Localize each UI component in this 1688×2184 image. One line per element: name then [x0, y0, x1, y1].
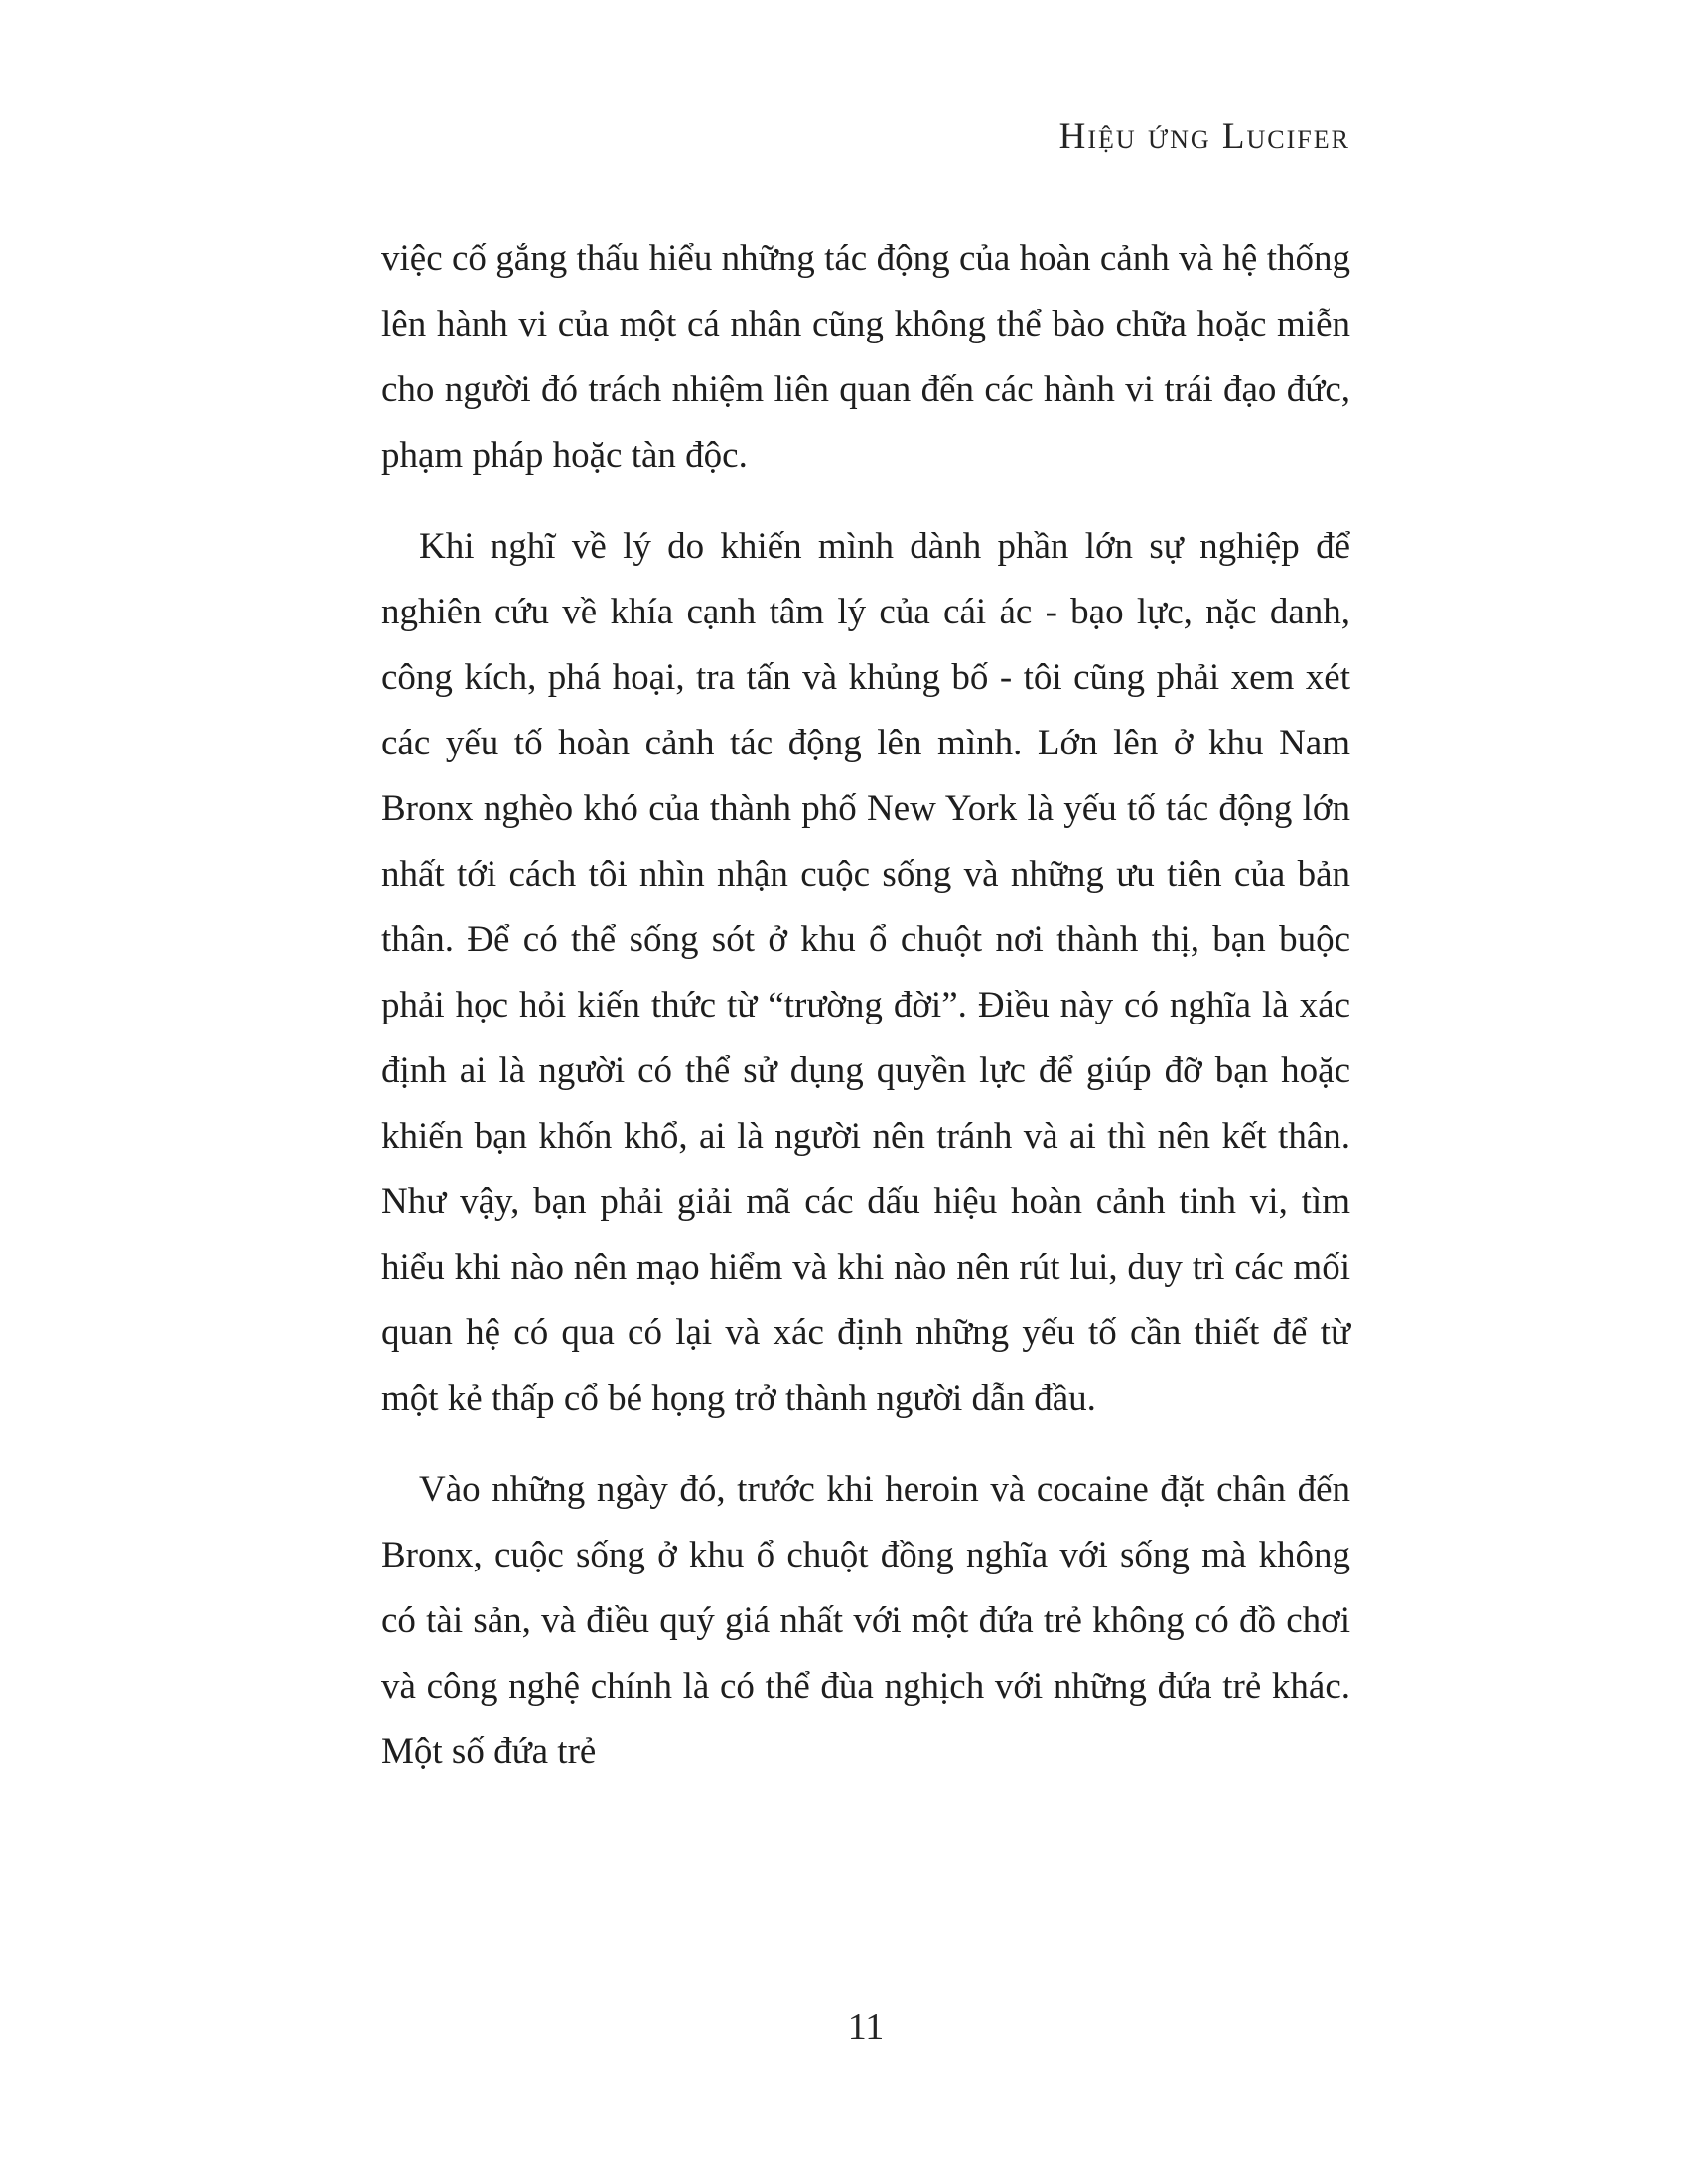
body-text — [381, 226, 1350, 1785]
paragraph: Vào những ngày đó, trước khi heroin và cocaine đặt chân đến Bronx, cuộc sống ở khu ổ chuột đồng nghĩa với sống mà không có tài sản, và điều quý giá nhất với một đứa trẻ không có đồ chơi và công nghệ chính là có thể đùa nghịch với những đứa trẻ khác. Một số đứa trẻ — [381, 1469, 1350, 1772]
paragraph: việc cố gắng thấu hiểu những tác động của hoàn cảnh và hệ thống lên hành vi của một cá nhân cũng không thể bào chữa hoặc miễn cho người đó trách nhiệm liên quan đến các hành vi trái đạo đức, phạm pháp hoặc tàn độc. — [381, 238, 1350, 476]
paragraph: Khi nghĩ về lý do khiến mình dành phần lớn sự nghiệp để nghiên cứu về khía cạnh tâm lý của cái ác - bạo lực, nặc danh, công kích, phá hoại, tra tấn và khủng bố - tôi cũng phải xem xét các yếu tố hoàn cảnh tác động lên mình. Lớn lên ở khu Nam Bronx nghèo khó của thành phố New York là yếu tố tác động lớn nhất tới cách tôi nhìn nhận cuộc sống và những ưu tiên của bản thân. Để có thể sống sót ở khu ổ chuột nơi thành thị, bạn buộc phải học hỏi kiến thức từ “trường đời”. Điều này có nghĩa là xác định ai là người có thể sử dụng quyền lực để giúp đỡ bạn hoặc khiến bạn khốn khổ, ai là người nên tránh và ai thì nên kết thân. Như vậy, bạn phải giải mã các dấu hiệu hoàn cảnh tinh vi, tìm hiểu khi nào nên mạo hiểm và khi nào nên rút lui, duy trì các mối quan hệ có qua có lại và xác định những yếu tố cần thiết để từ một kẻ thấp cổ bé họng trở thành người dẫn đầu. — [381, 526, 1350, 1419]
text-column — [381, 0, 1350, 1785]
running-header — [381, 115, 1350, 159]
page-number: 11 — [847, 2006, 885, 2048]
book-title: Hiệu ứng Lucifer — [1058, 116, 1350, 157]
